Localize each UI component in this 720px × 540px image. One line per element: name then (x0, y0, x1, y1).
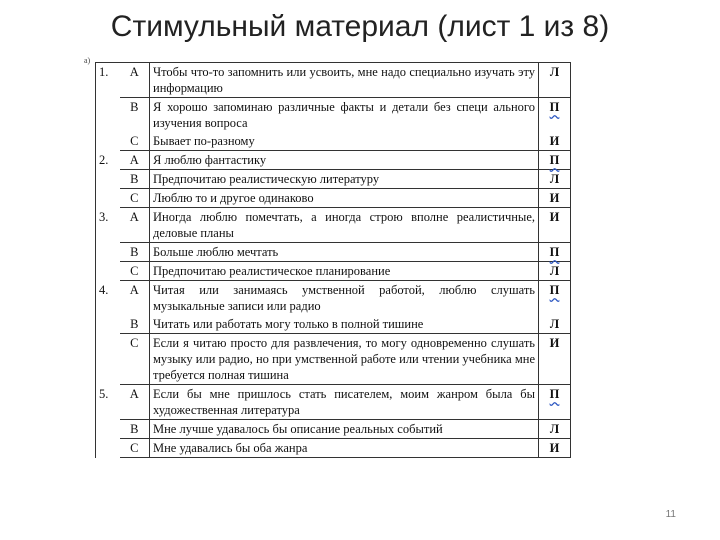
option-text: Чтобы что-то запомнить или усвоить, мне надо специально изучать эту информацию (150, 63, 539, 98)
table-row (96, 315, 571, 334)
table-row (96, 151, 571, 170)
table-row (96, 189, 571, 208)
table-row (96, 420, 571, 439)
option-letter: В (120, 170, 150, 189)
table-row (96, 385, 571, 420)
option-code: И (539, 439, 571, 458)
option-text: Читать или работать могу только в полной тишине (150, 315, 539, 334)
table-row (96, 98, 571, 133)
option-text: Мне удавались бы оба жанра (150, 439, 539, 458)
option-code: Л (539, 63, 571, 98)
table-row (96, 243, 571, 262)
questionnaire-table (95, 62, 571, 458)
option-text: Мне лучше удавалось бы описание реальных событий (150, 420, 539, 439)
option-text: Люблю то и другое одинаково (150, 189, 539, 208)
table-row (96, 439, 571, 458)
option-text: Я хорошо запоминаю различные факты и детали без специ ального изучения вопроса (150, 98, 539, 133)
option-code: П (539, 385, 571, 420)
option-letter: С (120, 132, 150, 151)
page-number: 11 (665, 509, 676, 520)
option-text: Больше люблю мечтать (150, 243, 539, 262)
option-text: Если я читаю просто для развлечения, то могу одновременно слушать музыку или радио, но при умственной работе или чтении учебника мне требуется полная тишина (150, 334, 539, 385)
option-letter: В (120, 420, 150, 439)
question-number: 2. (96, 151, 120, 208)
option-letter: С (120, 334, 150, 385)
option-letter: А (120, 281, 150, 316)
table-row (96, 334, 571, 385)
table-row (96, 132, 571, 151)
option-text: Если бы мне пришлось стать писателем, моим жанром была бы художественная литература (150, 385, 539, 420)
option-text: Предпочитаю реалистическую литературу (150, 170, 539, 189)
option-code: И (539, 132, 571, 151)
option-text: Иногда люблю помечтать, а иногда строю вполне реалистичные, деловые планы (150, 208, 539, 243)
question-number: 5. (96, 385, 120, 458)
question-number: 4. (96, 281, 120, 385)
option-code: П (539, 98, 571, 133)
option-code: И (539, 189, 571, 208)
option-code: П (539, 151, 571, 170)
option-letter: А (120, 151, 150, 170)
option-code: И (539, 208, 571, 243)
table-row (96, 262, 571, 281)
option-code: П (539, 243, 571, 262)
option-letter: В (120, 315, 150, 334)
question-number: 1. (96, 63, 120, 151)
table-row (96, 63, 571, 98)
option-letter: А (120, 208, 150, 243)
option-letter: В (120, 243, 150, 262)
option-letter: С (120, 189, 150, 208)
option-text: Читая или занимаясь умственной работой, люблю слушать музыкальные записи или радио (150, 281, 539, 316)
option-letter: А (120, 63, 150, 98)
option-text: Я люблю фантастику (150, 151, 539, 170)
question-number: 3. (96, 208, 120, 281)
option-letter: В (120, 98, 150, 133)
option-letter: А (120, 385, 150, 420)
option-letter: С (120, 439, 150, 458)
option-letter: С (120, 262, 150, 281)
table-row (96, 281, 571, 316)
option-code: И (539, 334, 571, 385)
table-row (96, 170, 571, 189)
table-row (96, 208, 571, 243)
option-code: Л (539, 315, 571, 334)
option-text: Бывает по-разному (150, 132, 539, 151)
option-code: Л (539, 420, 571, 439)
option-code: Л (539, 170, 571, 189)
questionnaire-table-wrap (95, 62, 570, 458)
option-code: Л (539, 262, 571, 281)
stray-mark: а) (84, 56, 91, 65)
option-code: П (539, 281, 571, 316)
option-text: Предпочитаю реалистическое планирование (150, 262, 539, 281)
slide-title: Стимульный материал (лист 1 из 8) (110, 10, 610, 43)
